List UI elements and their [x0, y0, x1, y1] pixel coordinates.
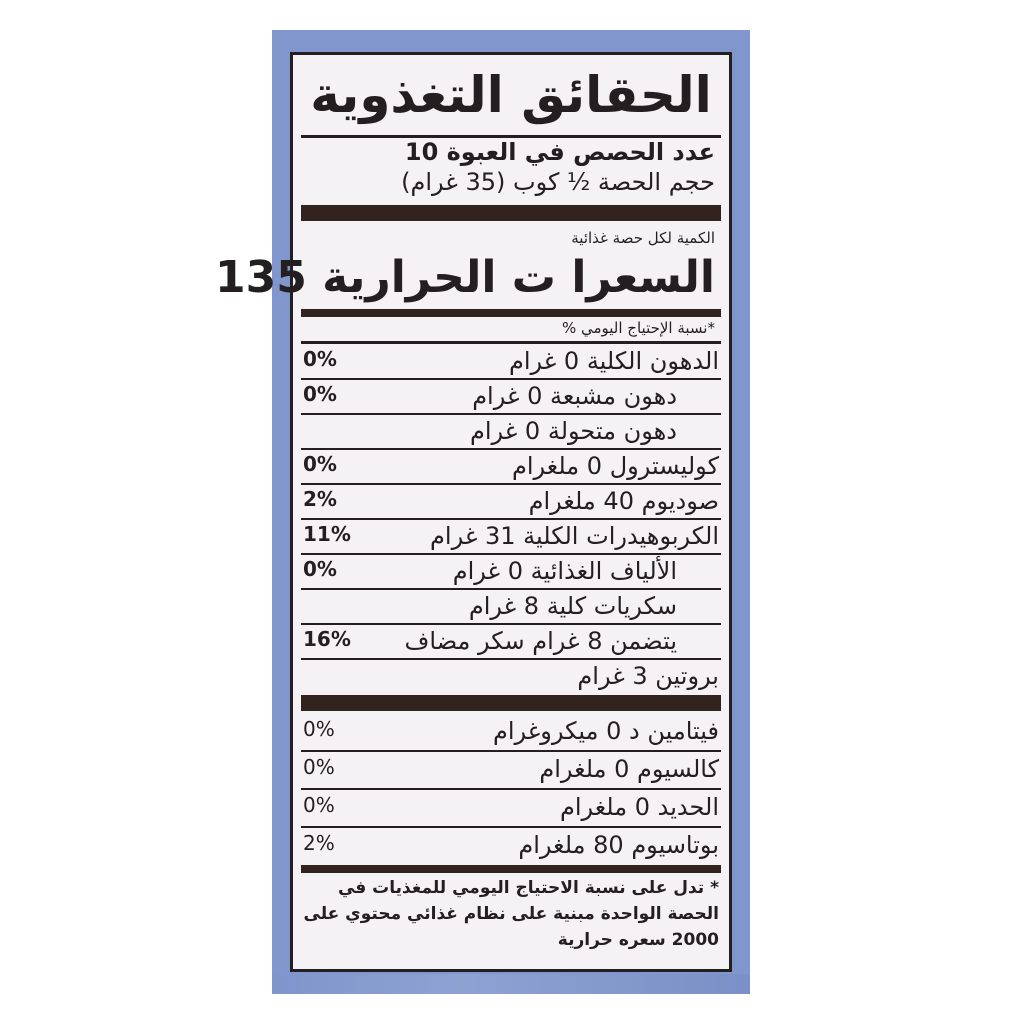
- calories: السعرا ت الحرارية 135: [215, 252, 715, 303]
- nutrient-label: الدهون الكلية 0 غرام: [508, 347, 719, 375]
- nutrient-label: يتضمن 8 غرام سكر مضاف: [404, 627, 677, 655]
- vitamin-label: فيتامين د 0 ميكروغرام: [492, 717, 719, 745]
- nutrient-percent: 11%: [303, 522, 351, 546]
- nutrient-row-added-sugars: [301, 625, 721, 658]
- serving-size: حجم الحصة ½ كوب (35 غرام): [401, 168, 715, 196]
- vitamin-row-calcium: [301, 753, 721, 786]
- medium-divider: [301, 309, 721, 317]
- nutrient-row-dietary-fiber: [301, 555, 721, 588]
- nutrient-label: دهون متحولة 0 غرام: [469, 417, 677, 445]
- row-divider: [301, 750, 721, 752]
- vitamin-label: كالسيوم 0 ملغرام: [539, 755, 719, 783]
- thick-divider: [301, 205, 721, 221]
- nutrient-row-total-sugars: [301, 590, 721, 623]
- medium-divider: [301, 865, 721, 873]
- nutrient-percent: 2%: [303, 487, 337, 511]
- vitamin-row-potassium: [301, 829, 721, 862]
- divider: [301, 341, 721, 344]
- nutrient-label: سكريات كلية 8 غرام: [468, 592, 677, 620]
- nutrient-row-saturated-fat: [301, 380, 721, 413]
- nutrient-label: الكربوهيدرات الكلية 31 غرام: [430, 522, 719, 550]
- row-divider: [301, 788, 721, 790]
- vitamin-percent: 0%: [303, 793, 335, 817]
- vitamin-percent: 2%: [303, 831, 335, 855]
- vitamin-percent: 0%: [303, 755, 335, 779]
- nutrient-row-total-fat: [301, 345, 721, 378]
- nutrient-label: الألياف الغذائية 0 غرام: [452, 557, 677, 585]
- row-divider: [301, 826, 721, 828]
- vitamin-label: بوتاسيوم 80 ملغرام: [518, 831, 719, 859]
- nutrient-label: صوديوم 40 ملغرام: [528, 487, 719, 515]
- vitamin-label: الحديد 0 ملغرام: [559, 793, 719, 821]
- nutrient-row-sodium: [301, 485, 721, 518]
- nutrient-percent: 0%: [303, 347, 337, 371]
- thick-divider: [301, 695, 721, 711]
- nutrient-percent: 0%: [303, 452, 337, 476]
- package-artwork-strip: [272, 974, 750, 994]
- nutrient-label: دهون مشبعة 0 غرام: [472, 382, 677, 410]
- daily-value-footnote: * تدل على نسبة الاحتياج اليومي للمغذيات في الحصة الواحدة مبنية على نظام غذائي محتوي على 2000 سعره حرارية: [303, 878, 719, 950]
- nutrient-label: بروتين 3 غرام: [577, 662, 719, 690]
- nutrient-row-protein: [301, 660, 721, 693]
- nutrient-row-trans-fat: [301, 415, 721, 448]
- nutrient-percent: 0%: [303, 557, 337, 581]
- nutrition-facts-panel: [215, 52, 732, 972]
- product-package: [215, 30, 750, 994]
- servings-per-container: عدد الحصص في العبوة 10: [404, 138, 715, 166]
- amount-per-serving: الكمية لكل حصة غذائية: [571, 229, 715, 247]
- nutrition-title: الحقائق التغذوية: [310, 66, 712, 124]
- nutrient-row-total-carbohydrate: [301, 520, 721, 553]
- nutrient-percent: 0%: [303, 382, 337, 406]
- nutrient-label: كوليسترول 0 ملغرام: [512, 452, 719, 480]
- vitamin-row-vitamin-d: [301, 715, 721, 748]
- nutrient-percent: 16%: [303, 627, 351, 651]
- nutrient-row-cholesterol: [301, 450, 721, 483]
- vitamin-row-iron: [301, 791, 721, 824]
- daily-value-header: *نسبة الإحتياج اليومي %: [561, 319, 715, 337]
- vitamin-percent: 0%: [303, 717, 335, 741]
